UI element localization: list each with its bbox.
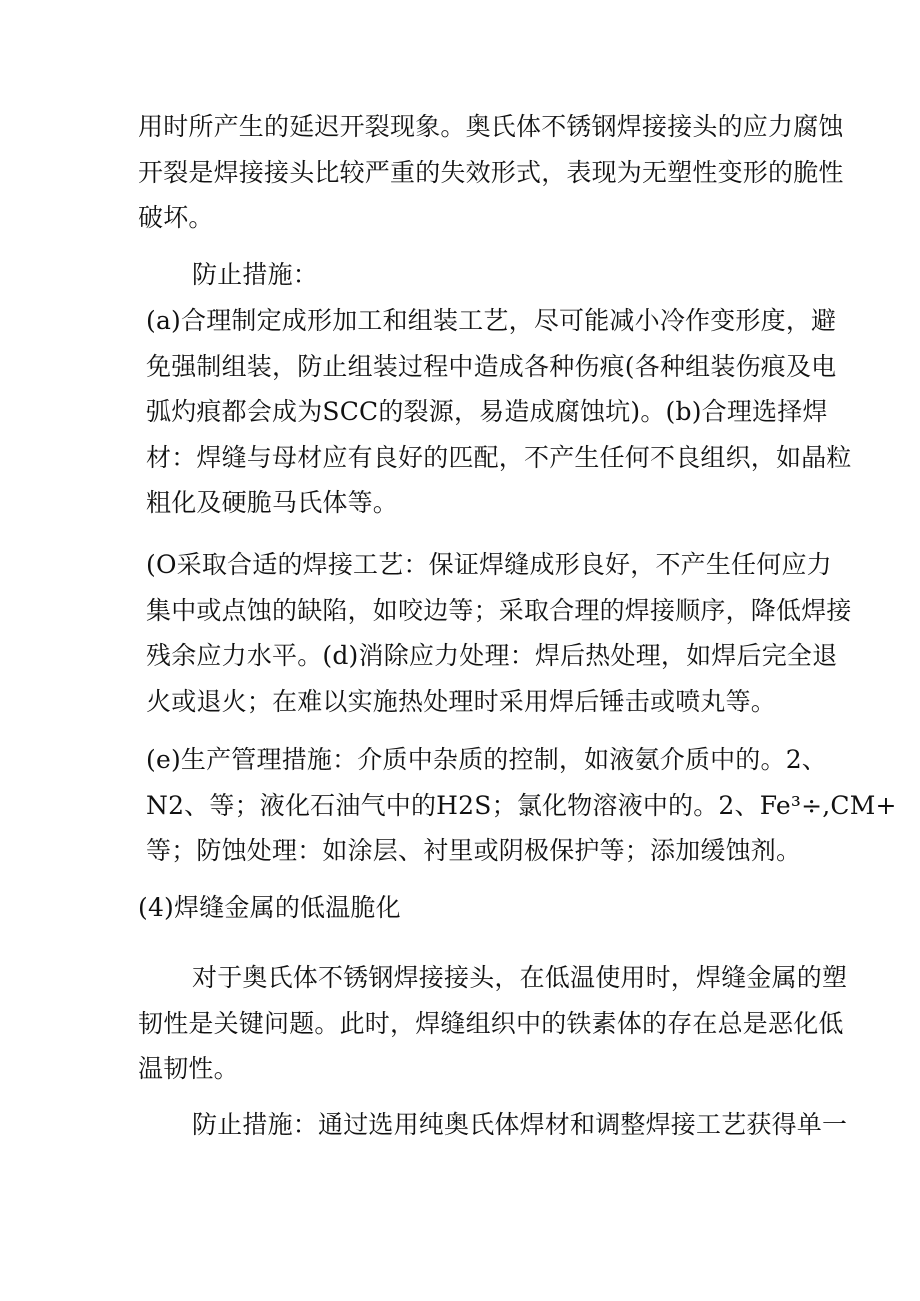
measure-c-d-paragraph bbox=[138, 542, 852, 724]
measure-e-paragraph bbox=[138, 737, 897, 874]
paragraph-line: 对于奥氏体不锈钢焊接接头，在低温使用时，焊缝金属的塑 bbox=[192, 963, 848, 992]
section-title: (4)焊缝金属的低温脆化 bbox=[138, 893, 401, 922]
paragraph-line: 火或退火；在难以实施热处理时采用焊后锤击或喷丸等。 bbox=[146, 686, 777, 716]
paragraph-line: 破坏。 bbox=[138, 203, 214, 232]
measure-a-b-paragraph bbox=[138, 298, 852, 526]
paragraph-line: 用时所产生的延迟开裂现象。奥氏体不锈钢焊接接头的应力腐蚀 bbox=[138, 112, 844, 141]
paragraph-line: 防止措施： bbox=[192, 260, 319, 289]
paragraph-line: N2、等；液化石油气中的H2S；氯化物溶液中的。2、Fe³÷,CM+ bbox=[146, 790, 897, 820]
paragraph-line: 防止措施：通过选用纯奥氏体焊材和调整焊接工艺获得单一 bbox=[192, 1110, 848, 1139]
paragraph-line: 粗化及硬脆马氏体等。 bbox=[146, 488, 399, 517]
paragraph-line: 残余应力水平。(d)消除应力处理：焊后热处理，如焊后完全退 bbox=[146, 641, 838, 670]
prevention-heading bbox=[138, 252, 842, 298]
paragraph-low-temperature-prevention bbox=[138, 1102, 848, 1148]
paragraph-line: 材：焊缝与母材应有良好的匹配，不产生任何不良组织，如晶粒 bbox=[146, 442, 852, 472]
paragraph-line: (a)合理制定成形加工和组装工艺，尽可能减小冷作变形度，避 bbox=[146, 306, 837, 335]
paragraph-line: 温韧性。 bbox=[138, 1054, 239, 1083]
paragraph-stress-corrosion bbox=[138, 104, 844, 241]
paragraph-line: (O采取合适的焊接工艺：保证焊缝成形良好，不产生任何应力 bbox=[146, 550, 832, 579]
paragraph-line: 免强制组装，防止组装过程中造成各种伤痕(各种组装伤痕及电 bbox=[146, 351, 837, 381]
section-heading-low-temperature bbox=[138, 885, 788, 931]
paragraph-low-temperature bbox=[138, 955, 848, 1092]
paragraph-line: 开裂是焊接接头比较严重的失效形式，表现为无塑性变形的脆性 bbox=[138, 157, 844, 187]
paragraph-line: 集中或点蚀的缺陷，如咬边等；采取合理的焊接顺序，降低焊接 bbox=[146, 595, 852, 625]
paragraph-line: 弧灼痕都会成为SCC的裂源，易造成腐蚀坑)。(b)合理选择焊 bbox=[146, 397, 828, 426]
paragraph-line: 韧性是关键问题。此时，焊缝组织中的铁素体的存在总是恶化低 bbox=[138, 1008, 844, 1038]
paragraph-line: (e)生产管理措施：介质中杂质的控制，如液氨介质中的。2、 bbox=[146, 745, 828, 774]
paragraph-line: 等；防蚀处理：如涂层、衬里或阴极保护等；添加缓蚀剂。 bbox=[146, 836, 802, 865]
